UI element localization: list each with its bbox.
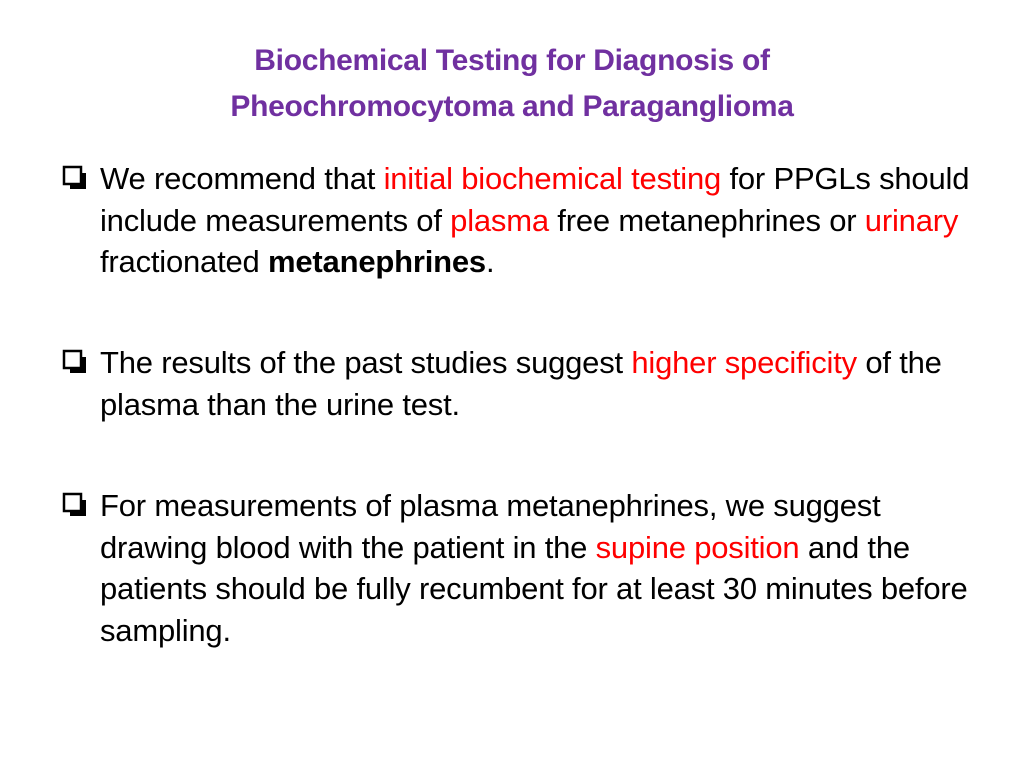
bullet-item-1 [62, 158, 972, 283]
checkbox-icon [62, 165, 88, 191]
bullet-1-segment: . [485, 244, 495, 279]
bullet-2-segment: The results of the past studies suggest [100, 345, 632, 380]
bullet-1-highlight: plasma [450, 202, 549, 238]
bullet-1-segment: We recommend that [100, 161, 384, 196]
bullet-text [100, 342, 972, 425]
bullet-1-bold: metanephrines [268, 244, 486, 279]
slide-title-line-2: Pheochromocytoma and Paraganglioma [230, 90, 794, 123]
bullet-1-highlight: urinary [864, 202, 959, 238]
bullet-1-segment: fractionated [100, 244, 269, 279]
slide-title-line-1: Biochemical Testing for Diagnosis of [254, 44, 770, 77]
checkbox-icon [62, 349, 88, 375]
bullet-1-segment: free metanephrines or [548, 202, 865, 238]
bullet-text [100, 485, 972, 651]
bullet-2-highlight: higher specificity [631, 345, 857, 380]
bullet-text [100, 158, 972, 283]
bullet-1-highlight: initial biochemical testing [383, 161, 722, 196]
bullet-3-segment: and the patients should be fully recumbent for at least 30 minutes before sampling. [100, 529, 968, 648]
bullet-2-segment: of the plasma than the urine test. [100, 345, 942, 422]
checkbox-icon [62, 492, 88, 518]
bullet-1-segment: for PPGLs should include measurements of [100, 161, 970, 238]
bullet-item-3 [62, 485, 972, 651]
bullet-item-2 [62, 342, 972, 425]
bullet-3-highlight: supine position [595, 529, 800, 565]
slide-title [60, 38, 964, 130]
bullet-3-segment: For measurements of plasma metanephrines, we suggest drawing blood with the patient in the [100, 488, 881, 565]
